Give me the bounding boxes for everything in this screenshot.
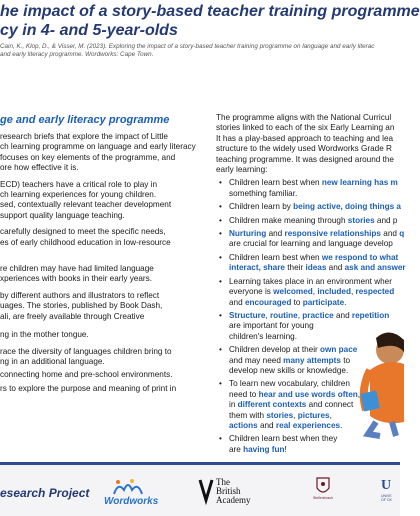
citation <box>0 43 400 59</box>
item-home-school: connecting home and pre-school environments. <box>0 370 173 380</box>
british-academy-mark-icon <box>198 478 214 502</box>
item-diversity: race the diversity of languages children bring to ng in an additional language. <box>0 346 172 366</box>
poster-title <box>0 2 420 40</box>
wordworks-logo <box>104 478 160 507</box>
wordworks-label: Wordworks <box>104 496 159 507</box>
list-item: • Children learn best when new learning has m something familiar. <box>216 178 400 199</box>
citation-line-1: Cain, K., Klop, D., & Visser, M. (2023). Exploring the impact of a story-based teacher training programme on language and early literac <box>0 43 375 50</box>
british-academy-logo: The British Academy <box>198 478 214 507</box>
list-item: • Structure, routine, practice and repetition are important for young children's learning. <box>216 311 400 342</box>
title-line-1: he impact of a story-based teacher training programme <box>0 3 420 20</box>
stellenbosch-logo <box>303 476 343 501</box>
stellenbosch-label: Stellenbosch <box>312 496 334 500</box>
right-intro: The programme aligns with the National Curricul stories linked to each of the six Early Learning an It has a play-based approach to teaching and lea structure to the widely used Wordworks Grade R teaching programme. It was designed around the early learning: <box>216 113 395 175</box>
list-item: • Children make meaning through stories and p <box>216 216 400 226</box>
item-mother-tongue: ng in the mother tongue. <box>0 330 89 340</box>
list-item: • Learning takes place in an environment wher everyone is welcomed, included, respected and encouraged to participate. <box>216 277 400 308</box>
paragraph-design: carefully designed to meet the specific needs, es of early childhood education in low-resource <box>0 227 171 247</box>
section-heading: ge and early literacy programme <box>0 114 170 126</box>
list-item: • Children learn by being active, doing things a <box>216 202 400 212</box>
citation-line-2: and early literacy programme. Wordworks: Cape Town. <box>0 51 154 58</box>
oxford-logo: U UNIVE OF OX <box>381 478 392 502</box>
title-line-2: cy in 4- and 5-year-olds <box>0 22 178 39</box>
list-item: • Children learn best when we respond to what interact, share their ideas and ask and answer <box>216 253 400 274</box>
list-item: • To learn new vocabulary, children need to hear and use words often, in different contexts and connect them with stories, pictures, actions and real experiences. <box>216 379 400 431</box>
project-name: esearch Project <box>0 486 90 500</box>
wordworks-mark-icon <box>104 478 160 496</box>
item-print: rs to explore the purpose and meaning of print in <box>0 383 177 393</box>
paragraph-intro: research briefs that explore the impact of Little ch learning programme on language and early literacy focuses on key elements of the programme, and ore how effective it is. <box>0 132 196 173</box>
list-item: • Children learn best when they are having fun! <box>216 434 400 455</box>
item-limited-language: re children may have had limited language xperiences with books in their early years. <box>0 264 154 284</box>
child-illustration <box>356 330 404 440</box>
item-authors: by different authors and illustrators to reflect uages. The stories, published by Book Dash, ali, are freely available through Creative <box>0 290 163 321</box>
stellenbosch-crest-icon <box>303 476 343 496</box>
list-item: • Nurturing and responsive relationships and q are crucial for learning and language develop <box>216 229 400 250</box>
left-column <box>0 132 200 394</box>
paragraph-teachers: ECD) teachers have a critical role to play in ch learning experiences for young children. sed, contextually relevant teacher development support quality language teaching. <box>0 179 172 220</box>
list-item: • Children develop at their own pace and may need many attempts to develop new skills or knowledge. <box>216 345 400 376</box>
